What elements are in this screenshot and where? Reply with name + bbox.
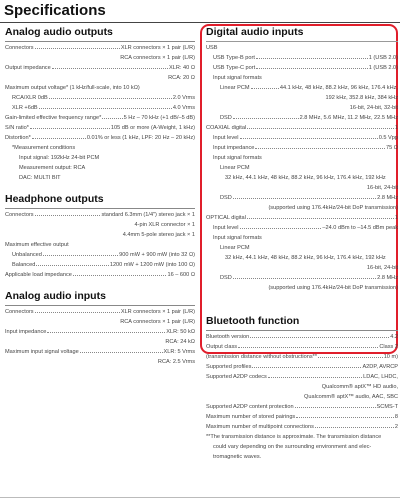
spec-row bbox=[206, 95, 398, 105]
spec-row bbox=[5, 75, 195, 85]
spec-row bbox=[5, 232, 195, 242]
spec-row bbox=[206, 394, 398, 404]
spec-value: 16 – 600 Ω bbox=[167, 272, 195, 278]
spec-label: Maximum input signal voltage bbox=[5, 349, 79, 355]
spec-label: Maximum number of stored pairings bbox=[206, 414, 296, 420]
dot-leader bbox=[35, 48, 120, 49]
spec-label: COAXIAL digital bbox=[206, 125, 247, 131]
spec-value: 105 dB or more (A-Weight, 1 kHz) bbox=[110, 125, 195, 131]
right-column bbox=[206, 26, 398, 464]
spec-row bbox=[206, 145, 398, 155]
spec-row bbox=[206, 85, 398, 95]
spec-value: 2 bbox=[394, 424, 398, 430]
spec-label: Connectors bbox=[5, 45, 34, 51]
digital-inputs-list bbox=[206, 45, 398, 295]
spec-row bbox=[206, 265, 398, 275]
dot-leader bbox=[240, 228, 322, 229]
spec-row bbox=[5, 212, 195, 222]
dot-leader bbox=[32, 138, 86, 139]
spec-label: Measurement output: RCA bbox=[19, 165, 86, 171]
spec-row bbox=[5, 319, 195, 329]
dot-leader bbox=[251, 88, 279, 89]
bluetooth-list bbox=[206, 334, 398, 464]
section-gap bbox=[5, 282, 195, 290]
dot-leader bbox=[73, 275, 167, 276]
spec-row bbox=[206, 235, 398, 245]
spec-label: Connectors bbox=[5, 212, 34, 218]
spec-value: RCA connectors × 1 pair (L/R) bbox=[120, 319, 195, 325]
spec-label: Output class bbox=[206, 344, 238, 350]
dot-leader bbox=[233, 198, 376, 199]
headphone-outputs-list bbox=[5, 212, 195, 282]
spec-value: 44.1 kHz, 48 kHz, 88.2 kHz, 96 kHz, 176.4 kHz, bbox=[279, 85, 398, 91]
spec-label: 32 kHz, 44.1 kHz, 48 kHz, 88.2 kHz, 96 kHz, 176.4 kHz, 192 kHz bbox=[225, 255, 386, 261]
spec-label: Balanced bbox=[12, 262, 36, 268]
dot-leader bbox=[256, 58, 368, 59]
spec-label: Maximum number of multipoint connections bbox=[206, 424, 314, 430]
spec-label: Connectors bbox=[5, 309, 34, 315]
spec-value: Class 2 bbox=[379, 344, 398, 350]
spec-row bbox=[206, 215, 398, 225]
spec-label: Input signal: 192kHz 24-bit PCM bbox=[19, 155, 100, 161]
spec-label: USB bbox=[206, 45, 218, 51]
spec-label: USB Type-B port bbox=[213, 55, 255, 61]
spec-label: Supported profiles bbox=[206, 364, 252, 370]
spec-value: 2.8 MHz bbox=[377, 195, 398, 201]
section-divider bbox=[5, 305, 195, 306]
spec-row bbox=[206, 75, 398, 85]
spec-row bbox=[5, 359, 195, 369]
spec-label: Input level bbox=[213, 135, 239, 141]
spec-row bbox=[206, 225, 398, 235]
spec-label: **The transmission distance is approximate. The transmission distance bbox=[206, 434, 382, 440]
dot-leader bbox=[35, 215, 101, 216]
spec-label: DSD bbox=[220, 195, 232, 201]
spec-value: 75 Ω bbox=[386, 145, 398, 151]
spec-value: RCA connectors × 1 pair (L/R) bbox=[120, 55, 195, 61]
dot-leader bbox=[52, 68, 168, 69]
spec-value: Qualcomm® aptX™ audio, AAC, SBC bbox=[304, 394, 398, 400]
spec-row bbox=[5, 65, 195, 75]
spec-row bbox=[206, 374, 398, 384]
spec-row bbox=[206, 344, 398, 354]
spec-row bbox=[5, 85, 195, 95]
spec-row bbox=[206, 384, 398, 394]
spec-row bbox=[206, 185, 398, 195]
analog-inputs-heading: Analog audio inputs bbox=[5, 290, 106, 302]
spec-value: XLR: 40 Ω bbox=[169, 65, 195, 71]
footer-divider bbox=[0, 497, 400, 498]
spec-value: RCA: 2.5 Vrms bbox=[157, 359, 195, 365]
dot-leader bbox=[255, 148, 385, 149]
dot-leader bbox=[295, 407, 376, 408]
spec-value: XLR connectors × 1 pair (L/R) bbox=[120, 45, 195, 51]
spec-value: XLR connectors × 1 pair (L/R) bbox=[120, 309, 195, 315]
spec-label: Unbalanced bbox=[12, 252, 42, 258]
spec-row bbox=[5, 339, 195, 349]
dot-leader bbox=[233, 118, 299, 119]
section-divider bbox=[5, 41, 195, 42]
spec-row bbox=[206, 155, 398, 165]
dot-leader bbox=[315, 427, 394, 428]
spec-value: 16-bit, 24-bit bbox=[366, 185, 398, 191]
spec-label: (transmission distance without obstructions** bbox=[206, 354, 317, 360]
spec-label: S/N ratio* bbox=[5, 125, 29, 131]
analog-outputs-list bbox=[5, 45, 195, 185]
section-divider bbox=[5, 208, 195, 209]
spec-label: Output impedance bbox=[5, 65, 51, 71]
spec-row bbox=[5, 242, 195, 252]
spec-row bbox=[206, 424, 398, 434]
spec-label: Supported A2DP content protection bbox=[206, 404, 294, 410]
spec-label: Maximum effective output bbox=[5, 242, 69, 248]
spec-row bbox=[206, 354, 398, 364]
spec-label: DSD bbox=[220, 275, 232, 281]
section-gap bbox=[5, 185, 195, 193]
spec-value: SCMS-T bbox=[376, 404, 398, 410]
section-gap bbox=[206, 295, 398, 315]
dot-leader bbox=[80, 352, 163, 353]
spec-row bbox=[5, 115, 195, 125]
spec-label: Maximum output voltage* (1 kHz/full-scale, into 10 kΩ) bbox=[5, 85, 140, 91]
spec-value: 4.2 bbox=[390, 334, 398, 340]
spec-label: XLR +6dB bbox=[12, 105, 38, 111]
spec-value: 2.8 MHz bbox=[377, 275, 398, 281]
spec-value: 1 (USB 2.0) bbox=[368, 65, 398, 71]
bluetooth-heading: Bluetooth function bbox=[206, 315, 300, 327]
spec-row bbox=[206, 55, 398, 65]
dot-leader bbox=[252, 367, 361, 368]
spec-label: RCA/XLR 0dB bbox=[12, 95, 48, 101]
spec-row bbox=[206, 255, 398, 265]
dot-leader bbox=[240, 138, 378, 139]
spec-row bbox=[5, 309, 195, 319]
page-title: Specifications bbox=[4, 2, 106, 19]
spec-value: 0.5 Vpp bbox=[378, 135, 398, 141]
spec-row bbox=[206, 414, 398, 424]
spec-value: 900 mW + 900 mW (into 32 Ω) bbox=[119, 252, 195, 258]
spec-row bbox=[5, 272, 195, 282]
spec-label: 32 kHz, 44.1 kHz, 48 kHz, 88.2 kHz, 96 kHz, 176.4 kHz, 192 kHz bbox=[225, 175, 386, 181]
spec-label: Input signal formats bbox=[213, 155, 262, 161]
spec-label: OPTICAL digital bbox=[206, 215, 246, 221]
spec-label: USB Type-C port bbox=[213, 65, 256, 71]
spec-value: –24.0 dBm to –14.5 dBm peak bbox=[322, 225, 398, 231]
spec-row bbox=[206, 334, 398, 344]
spec-label: Distortion* bbox=[5, 135, 31, 141]
spec-row bbox=[206, 165, 398, 175]
spec-value: 16-bit, 24-bit bbox=[366, 265, 398, 271]
spec-label: could vary depending on the surrounding environment and elec- bbox=[213, 444, 372, 450]
headphone-outputs-heading: Headphone outputs bbox=[5, 193, 104, 205]
spec-value: 4-pin XLR connector × 1 bbox=[134, 222, 195, 228]
spec-value: 1 (USB 2.0) bbox=[368, 55, 398, 61]
dot-leader bbox=[256, 68, 368, 69]
spec-row bbox=[206, 125, 398, 135]
spec-value: Qualcomm® aptX™ HD audio, bbox=[321, 384, 398, 390]
spec-value: A2DP, AVRCP bbox=[362, 364, 398, 370]
spec-value: (supported using 176.4kHz/24-bit DoP transmission) bbox=[268, 205, 398, 211]
spec-row bbox=[5, 252, 195, 262]
section-divider bbox=[206, 41, 398, 42]
section-divider bbox=[206, 330, 398, 331]
spec-row bbox=[206, 65, 398, 75]
spec-label: Linear PCM bbox=[220, 245, 250, 251]
spec-label: *Measurement conditions bbox=[12, 145, 76, 151]
spec-label: DSD bbox=[220, 115, 232, 121]
spec-label: DAC: MULTI BIT bbox=[19, 175, 61, 181]
spec-value: standard 6.3mm (1/4") stereo jack × 1 bbox=[101, 212, 195, 218]
spec-row bbox=[5, 262, 195, 272]
spec-row bbox=[5, 165, 195, 175]
spec-label: Input level bbox=[213, 225, 239, 231]
analog-outputs-heading: Analog audio outputs bbox=[5, 26, 113, 38]
left-column bbox=[5, 26, 195, 369]
spec-label: Input signal formats bbox=[213, 75, 262, 81]
dot-leader bbox=[247, 128, 394, 129]
spec-row bbox=[206, 285, 398, 295]
spec-label: Input signal formats bbox=[213, 235, 262, 241]
dot-leader bbox=[247, 218, 394, 219]
dot-leader bbox=[102, 118, 122, 119]
spec-label: Gain-limited effective frequency range* bbox=[5, 115, 102, 121]
spec-label: Bluetooth version bbox=[206, 334, 250, 340]
spec-row bbox=[206, 195, 398, 205]
dot-leader bbox=[318, 357, 383, 358]
spec-row bbox=[206, 444, 398, 454]
spec-row bbox=[206, 205, 398, 215]
spec-value: 1200 mW + 1200 mW (into 100 Ω) bbox=[109, 262, 195, 268]
spec-row bbox=[206, 434, 398, 444]
dot-leader bbox=[268, 377, 362, 378]
spec-value: XLR: 50 kΩ bbox=[166, 329, 195, 335]
dot-leader bbox=[238, 347, 378, 348]
dot-leader bbox=[47, 332, 165, 333]
spec-row bbox=[5, 175, 195, 185]
dot-leader bbox=[35, 312, 120, 313]
spec-label: Input impedance bbox=[5, 329, 47, 335]
spec-row bbox=[5, 55, 195, 65]
spec-row bbox=[5, 135, 195, 145]
spec-row bbox=[5, 95, 195, 105]
spec-value: 2.8 MHz, 5.6 MHz, 11.2 MHz, 22.5 MHz bbox=[299, 115, 398, 121]
spec-row bbox=[206, 105, 398, 115]
spec-row bbox=[206, 175, 398, 185]
spec-row bbox=[5, 155, 195, 165]
spec-value: 0.01% or less (1 kHz, LPF: 20 Hz – 20 kHz) bbox=[86, 135, 195, 141]
spec-label: Input impedance bbox=[213, 145, 255, 151]
spec-value: (supported using 176.4kHz/24-bit DoP transmission) bbox=[268, 285, 398, 291]
digital-inputs-heading: Digital audio inputs bbox=[206, 26, 304, 38]
spec-value: RCA: 20 Ω bbox=[168, 75, 195, 81]
spec-value: 192 kHz, 352.8 kHz, 384 kHz bbox=[325, 95, 398, 101]
spec-row bbox=[206, 454, 398, 464]
spec-row bbox=[206, 404, 398, 414]
title-divider bbox=[0, 22, 400, 23]
spec-row bbox=[5, 222, 195, 232]
spec-value: 8 bbox=[394, 414, 398, 420]
dot-leader bbox=[250, 337, 389, 338]
spec-row bbox=[206, 275, 398, 285]
spec-row bbox=[5, 145, 195, 155]
spec-value: 1 bbox=[394, 125, 398, 131]
spec-row bbox=[206, 364, 398, 374]
spec-value: XLR: 5 Vrms bbox=[163, 349, 195, 355]
spec-row bbox=[5, 45, 195, 55]
spec-label: Supported A2DP codecs bbox=[206, 374, 267, 380]
spec-row bbox=[206, 245, 398, 255]
dot-leader bbox=[233, 278, 376, 279]
spec-value: 4.4mm 5-pole stereo jack × 1 bbox=[122, 232, 195, 238]
spec-row bbox=[5, 349, 195, 359]
spec-row bbox=[5, 105, 195, 115]
dot-leader bbox=[36, 265, 109, 266]
spec-row bbox=[206, 115, 398, 125]
spec-row bbox=[5, 329, 195, 339]
spec-value: 2.0 Vrms bbox=[172, 95, 195, 101]
spec-label: Applicable load impedance bbox=[5, 272, 72, 278]
spec-value: 16-bit, 24-bit, 32-bit bbox=[349, 105, 398, 111]
spec-value: 10 m) bbox=[383, 354, 398, 360]
spec-label: Linear PCM bbox=[220, 165, 250, 171]
spec-value: 4.0 Vrms bbox=[172, 105, 195, 111]
spec-value: 5 Hz – 70 kHz (+1 dB/–5 dB) bbox=[123, 115, 195, 121]
spec-row bbox=[206, 45, 398, 55]
dot-leader bbox=[49, 98, 172, 99]
spec-label: Linear PCM bbox=[220, 85, 250, 91]
analog-inputs-list bbox=[5, 309, 195, 369]
dot-leader bbox=[30, 128, 110, 129]
spec-value: RCA: 24 kΩ bbox=[165, 339, 195, 345]
dot-leader bbox=[296, 417, 394, 418]
dot-leader bbox=[39, 108, 172, 109]
spec-value: LDAC, LHDC, bbox=[363, 374, 398, 380]
spec-row bbox=[5, 125, 195, 135]
dot-leader bbox=[43, 255, 118, 256]
spec-row bbox=[206, 135, 398, 145]
spec-label: tromagnetic waves. bbox=[213, 454, 262, 460]
spec-value: 1 bbox=[394, 215, 398, 221]
